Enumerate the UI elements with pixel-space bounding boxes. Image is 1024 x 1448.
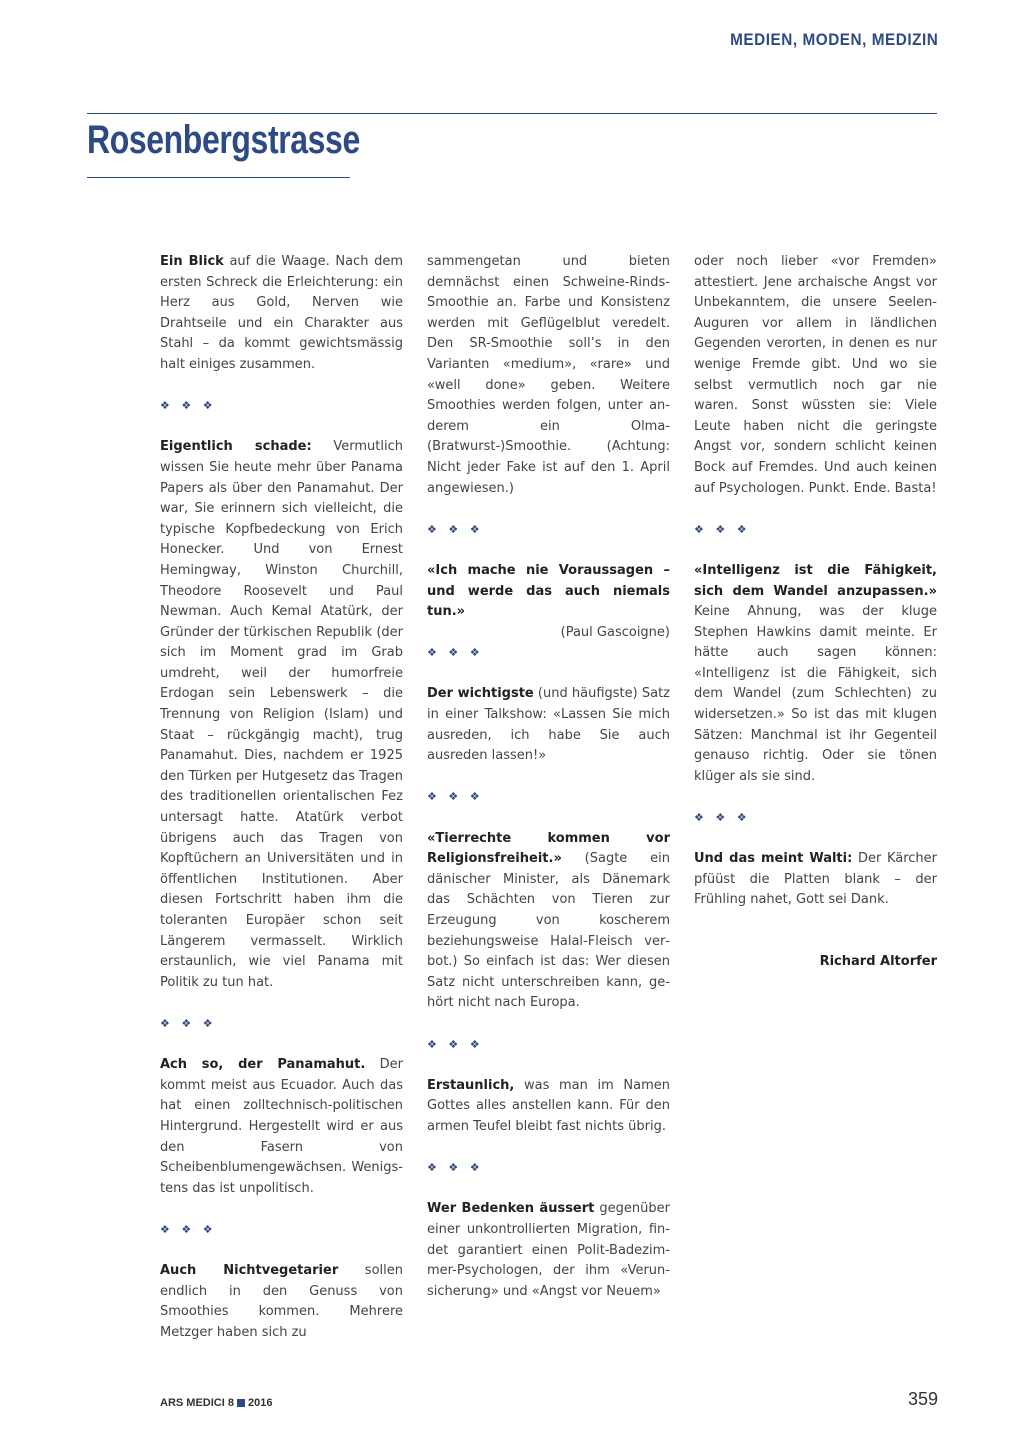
separator-ornament: ❖ ❖ ❖ [694,811,751,825]
paragraph [427,1199,670,1302]
lead-in: Erstaunlich, [427,1077,515,1093]
paragraph [160,1261,403,1343]
paragraph-text: sollen endlich in den Genuss von Smoothies kommen. Mehrere Metzger haben sich zu [160,1263,403,1340]
author-name: Richard Altorfer [819,954,937,969]
separator-ornament: ❖ ❖ ❖ [427,1037,484,1051]
lead-in: Wer Bedenken äussert [427,1201,595,1217]
separator-ornament: ❖ ❖ ❖ [160,1016,217,1030]
column-1 [160,252,403,1364]
paragraph-text: gegenüber einer unkontrollierten Migration, findet garantiert einen Polit-Badezimmer-Psychologen, der ihm «Verunsicherung» und «Angst vor Neuem» [427,1201,670,1299]
paragraph [694,849,937,911]
paragraph [160,437,403,993]
journal-year: 2016 [247,1397,273,1409]
lead-in: Auch Nichtvegetarier [160,1263,339,1279]
paragraph-text: Vermutlich wissen Sie heute mehr über Panama Papers als über den Panamahut. Der war, Sie erinnern sich vielleicht, die typische Kopfbedeckung von Erich Honecker. Und von Ernest Hemingway, Winston Churchill, Theodore Roosevelt und Paul Newman. Auch Kemal Atatürk, der Gründer der türkischen Republik (der sich im Moment grad im Grab umdreht, weil der humorfreie Erdogan sein Lebenswerk – die Trennung von Religion (Islam) und Staat – rückgängig macht), trug Panamahut. Dies, nachdem er 1925 den Türken per Hutgesetz das Tragen des traditionellen orientalischen Fez untersagt hatte. Atatürk verbot übrigens auch das Tragen von Kopftüchern an Universitäten und in öffentlichen Institutionen. Aber diesen Fortschritt haben ihm die toleranten Europäer schon seit Längerem vermasselt. Wirklich erstaunlich, wie viel Panama mit Politik zu tun hat. [160,439,403,990]
paragraph-text: (und häufigste) Satz in einer Talkshow: «Lassen Sie mich ausreden, ich habe Sie auch ausreden lassen!» [427,686,670,764]
paragraph [694,561,937,788]
column-2 [427,252,670,1323]
quote-text: «Ich mache nie Voraussagen – und werde das auch niemals tun.» [427,562,670,620]
paragraph [427,684,670,766]
separator-ornament: ❖ ❖ ❖ [427,790,484,804]
paragraph [427,829,670,1014]
separator-ornament: ❖ ❖ ❖ [160,1222,217,1236]
paragraph-text: was man im Namen Gottes alles anstellen kann. Für den armen Teufel bleibt fast nichts übrig. [427,1077,670,1134]
page-number: 359 [907,1389,938,1409]
separator-ornament: ❖ ❖ ❖ [160,399,217,413]
separator-ornament: ❖ ❖ ❖ [427,646,484,660]
paragraph-text: Keine Ahnung, was der kluge Stephen Hawkins damit meinte. Er hätte auch sagen können: «Intelligenz ist die Fähigkeit, sich dem Wandel (zum Schlechten) zu widersetzen.» So ist das mit klugen Sätzen: Manchmal ist ihr Gegenteil genauso richtig. Oder sie tönen klüger als sie sind. [694,604,937,784]
separator-ornament: ❖ ❖ ❖ [694,522,751,536]
paragraph-text: Der Kärcher pfüüst die Platten blank – der Frühling nahet, Gott sei Dank. [694,851,938,908]
section-label: MEDIEN, MODEN, MEDIZIN [729,30,938,49]
separator-ornament: ❖ ❖ ❖ [427,522,484,536]
paragraph-text: oder noch lieber «vor Fremden» attestiert. Jene archaische Angst vor Unbekanntem, die unsere Seelen-Auguren vor allem in ländlichen Gegenden verorten, in denen es nur wenige Fremde gibt. Und wo sie selbst vermutlich noch gar nie waren. Sonst wüssten sie: Viele Leute haben nicht die geringste Angst vor, sondern schlicht keinen Bock auf Fremdes. Und auch keinen auf Psychologen. Punkt. Ende. Basta! [694,254,937,496]
paragraph-text: (Sagte ein dänischer Minister, als Dänemark das Schächten von Tieren zur Erzeugung von koscherem beziehungsweise Halal-Fleisch verbot.) So einfach ist das: Wer diesen Satz nicht unterschreiben kann, gehört nicht nach Europa. [427,851,670,1011]
separator-ornament: ❖ ❖ ❖ [427,1161,484,1175]
paragraph-text: Der kommt meist aus Ecuador. Auch das hat einen zolltechnisch-politischen Hintergrund. Hergestellt wird er aus den Fasern von Scheibenblumengewächsen. Wenigstens das ist unpolitisch. [160,1057,403,1196]
paragraph [427,252,670,499]
column-3 [694,252,937,986]
paragraph [160,1055,403,1199]
lead-in: Ach so, der Panamahut. [160,1057,366,1073]
paragraph-text: auf die Waage. Nach dem ersten Schreck die Erleichterung: ein Herz aus Gold, Nerven wie Drahtseile und ein Charakter aus Stahl – da kommt gewichtsmässig halt einiges zusammen. [160,254,403,372]
lead-in: Ein Blick [160,254,224,269]
paragraph [160,252,403,376]
paragraph [427,1076,670,1138]
journal-name: ARS MEDICI 8 [160,1397,234,1409]
lead-in: «Tierrechte kommen vor Religionsfreiheit.» [427,830,670,867]
quote-source: (Paul Gascoigne) [560,624,670,640]
lead-in: Eigentlich schade: [160,439,312,455]
top-rule [87,113,937,114]
page-title: Rosenbergstrasse [87,118,360,162]
lead-in: Der wichtigste [427,686,534,702]
square-icon [237,1399,245,1407]
paragraph-text: sammengetan und bieten demnächst einen Schweine-Rinds-Smoothie an. Farbe und Konsistenz werden mit Geflügelblut veredelt. Den SR-Smoothie soll’s in den Varianten «medium», «rare» und «well done» geben. Weitere Smoothies werden folgen, unter anderem ein Olma-(Bratwurst-)Smoothie. (Achtung: Nicht jeder Fake ist auf den 1. April angewiesen.) [427,254,670,496]
quote [427,561,670,623]
paragraph [694,252,937,499]
journal-footer [160,1397,272,1409]
title-rule [87,177,350,178]
lead-in: «Intelligenz ist die Fähigkeit, sich dem Wandel anzupassen.» [694,562,937,599]
lead-in: Und das meint Walti: [694,851,853,867]
